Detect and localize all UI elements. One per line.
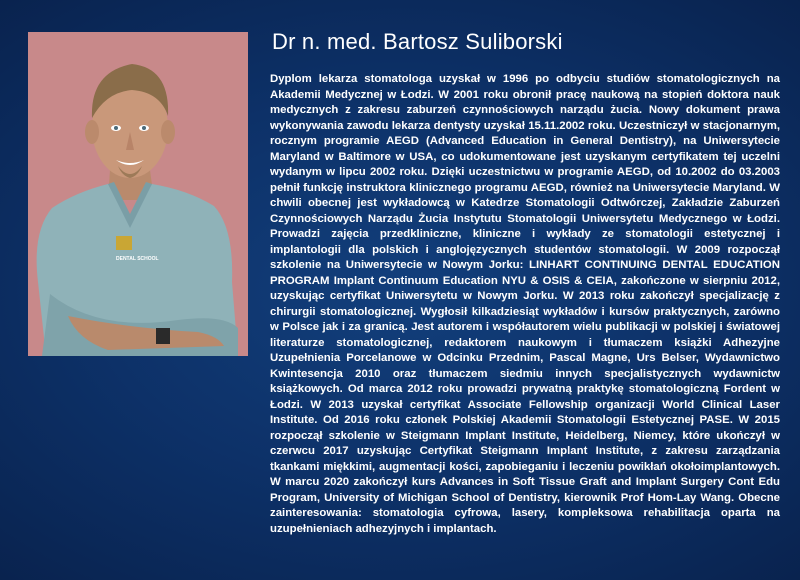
doctor-name: Dr n. med. Bartosz Suliborski xyxy=(272,29,563,54)
portrait-photo xyxy=(28,32,248,356)
biography-text: Dyplom lekarza stomatologa uzyskał w 1996 po odbyciu studiów stomatologicznych na Akademii Medycznej w Łodzi. W 2001 roku obronił pracę naukową na stopień doktora nauk medycznych z zakresu zaburzeń czynnościowych narządu żucia. Nowy dokument prawa wykonywania zawodu lekarza dentysty uzyskał 15.11.2002 roku. Uczestniczył w stacjonarnym, rocznym programie AEGD (Advanced Education in General Dentistry), na Uniwersytecie Maryland w Baltimore w USA, co udokumentowane jest uzyskanym certyfikatem tej uczelni wydanym w lipcu 2002 roku. Dzięki uczestnictwu w programie AEGD, od 10.2002 do 03.2003 pełnił funkcję instruktora klinicznego programu AEGD, również na Uniwersytecie Maryland. W chwili obecnej jest wykładowcą w Katedrze Stomatologii Odtwórczej, Zakładzie Zaburzeń Czynnościowych Narządu Żucia Instytutu Stomatologii Uniwersytetu Medycznego w Łodzi. Prowadzi zajęcia przedkliniczne, kliniczne i wykłady ze stomatologii estetycznej i implantologii dla polskich i anglojęzycznych studentów stomatologii. W 2009 rozpoczął szkolenie na Uniwersytecie w Nowym Jorku: LINHART CONTINUING DENTAL EDUCATION PROGRAM Implant Continuum Education NYU & OSIS & CEIA, zakończone w sierpniu 2012, uzyskując certyfikat Uniwersytetu w Nowym Jorku. W 2013 roku zakończył specjalizację z chirurgii stomatologicznej. Wygłosił kilkadziesiąt wykładów i kursów praktycznych, zarówno w Polsce jak i za granicą. Jest autorem i współautorem wielu publikacji w polskiej i światowej literaturze stomatologicznej, redaktorem naukowym i tłumaczem książki Adhezyjne Uzupełnienia Porcelanowe w Odcinku Przednim, Pascal Magne, Urs Belser, Wydawnictwo Kwintesencja 2010 oraz tłumaczem siedmiu innych specjalistycznych wydawnictw książkowych. Od marca 2012 roku prowadzi prywatną praktykę stomatologiczną Fordent w Łodzi. W 2013 uzyskał certyfikat Associate Fellowship organizacji World Clinical Laser Institute. Od 2016 roku członek Polskiej Akademii Stomatologii Estetycznej PASE. W 2015 rozpoczął szkolenie w Steigmann Implant Institute, Heidelberg, Niemcy, które ukończył w czerwcu 2017 uzyskując Certyfikat Steigmann Implant Institute, z zakresu zarządzania tkankami miękkimi, augmentacji kości, zapobieganiu i leczeniu powikłań okołoimplantowych. W marcu 2020 zakończył kurs Advances in Soft Tissue Graft and Implant Surgery Cont Edu Program, University of Michigan School of Dentistry, kierownik Prof Hom-Lay Wang. Obecne zainteresowania: stomatologia cyfrowa, lasery, kompleksowa rehabilitacja oparta na uzupełnieniach adhezyjnych i implantach. xyxy=(270,73,780,535)
shirt-logo-text: DENTAL SCHOOL xyxy=(116,256,159,262)
portrait-illustration xyxy=(28,32,248,356)
